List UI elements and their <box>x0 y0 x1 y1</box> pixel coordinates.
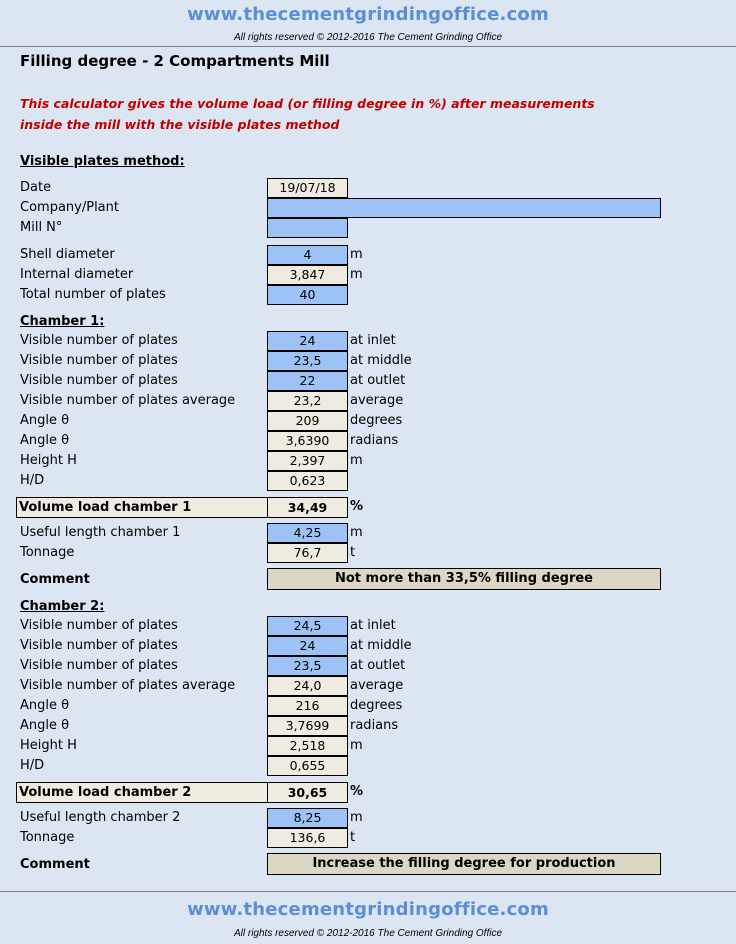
chamber1-volume-value: 34,49 <box>267 497 348 518</box>
footer-divider <box>0 891 736 892</box>
chamber1-row-label: H/D <box>20 473 45 488</box>
chamber2-row-unit: at outlet <box>350 658 406 673</box>
chamber1-height-value: 2,397 <box>267 451 348 471</box>
chamber1-row-label: Visible number of plates <box>20 333 178 348</box>
chamber1-row-label: Visible number of plates <box>20 373 178 388</box>
chamber1-comment-label: Comment <box>20 572 90 587</box>
page-title: Filling degree - 2 Compartments Mill <box>20 52 330 70</box>
chamber2-angle-degrees-value: 216 <box>267 696 348 716</box>
chamber1-row-label: Height H <box>20 453 77 468</box>
chamber2-row-label: Visible number of plates <box>20 658 178 673</box>
chamber2-tonnage-unit: t <box>350 830 356 845</box>
chamber2-length-label: Useful length chamber 2 <box>20 810 181 825</box>
company-label: Company/Plant <box>20 200 119 215</box>
chamber2-plates-outlet-input[interactable]: 23,5 <box>267 656 348 676</box>
chamber1-row-unit: m <box>350 453 363 468</box>
date-label: Date <box>20 180 52 195</box>
chamber1-length-label: Useful length chamber 1 <box>20 525 181 540</box>
chamber2-volume-unit: % <box>350 784 364 799</box>
chamber2-angle-radians-value: 3,7699 <box>267 716 348 736</box>
chamber2-row-label: H/D <box>20 758 45 773</box>
chamber1-row-unit: average <box>350 393 404 408</box>
chamber1-tonnage-label: Tonnage <box>20 545 75 560</box>
chamber2-plates-average-value: 24,0 <box>267 676 348 696</box>
shell-diameter-unit: m <box>350 247 363 262</box>
chamber2-row-unit: average <box>350 678 404 693</box>
chamber1-plates-middle-input[interactable]: 23,5 <box>267 351 348 371</box>
chamber1-length-unit: m <box>350 525 363 540</box>
chamber1-row-label: Visible number of plates average <box>20 393 236 408</box>
chamber1-row-unit: at middle <box>350 353 412 368</box>
chamber2-heading: Chamber 2: <box>20 599 105 614</box>
internal-diameter-value: 3,847 <box>267 265 348 285</box>
chamber2-row-unit: at inlet <box>350 618 396 633</box>
shell-diameter-label: Shell diameter <box>20 247 115 262</box>
chamber1-row-unit: at inlet <box>350 333 396 348</box>
shell-diameter-input[interactable]: 4 <box>267 245 348 265</box>
chamber1-hd-value: 0,623 <box>267 471 348 491</box>
description <box>20 93 595 135</box>
chamber1-tonnage-unit: t <box>350 545 356 560</box>
company-input[interactable] <box>267 198 661 218</box>
date-field[interactable]: 19/07/18 <box>267 178 348 198</box>
internal-diameter-label: Internal diameter <box>20 267 134 282</box>
chamber2-hd-value: 0,655 <box>267 756 348 776</box>
description-line-1: This calculator gives the volume load (or filling degree in %) after measurements <box>20 96 595 111</box>
chamber2-volume-value: 30,65 <box>267 782 348 803</box>
chamber1-row-label: Angle θ <box>20 433 70 448</box>
mill-input[interactable] <box>267 218 348 238</box>
chamber2-plates-middle-input[interactable]: 24 <box>267 636 348 656</box>
description-line-2: inside the mill with the visible plates method <box>20 117 340 132</box>
chamber2-volume-label: Volume load chamber 2 <box>16 782 345 803</box>
chamber2-comment-label: Comment <box>20 857 90 872</box>
chamber2-row-label: Visible number of plates <box>20 618 178 633</box>
chamber1-comment: Not more than 33,5% filling degree <box>267 568 661 590</box>
chamber2-plates-inlet-input[interactable]: 24,5 <box>267 616 348 636</box>
copyright: All rights reserved © 2012-2016 The Cement Grinding Office <box>233 32 503 43</box>
internal-diameter-unit: m <box>350 267 363 282</box>
chamber2-tonnage-label: Tonnage <box>20 830 75 845</box>
chamber1-row-unit: at outlet <box>350 373 406 388</box>
footer-site-url[interactable]: www.thecementgrindingoffice.com <box>187 899 549 920</box>
chamber1-plates-average-value: 23,2 <box>267 391 348 411</box>
total-plates-input[interactable]: 40 <box>267 285 348 305</box>
chamber1-volume-unit: % <box>350 499 364 514</box>
chamber1-length-input[interactable]: 4,25 <box>267 523 348 543</box>
chamber2-row-unit: degrees <box>350 698 403 713</box>
chamber1-row-unit: degrees <box>350 413 403 428</box>
chamber2-length-unit: m <box>350 810 363 825</box>
chamber1-row-label: Visible number of plates <box>20 353 178 368</box>
mill-label: Mill N° <box>20 220 63 235</box>
chamber1-angle-degrees-value: 209 <box>267 411 348 431</box>
chamber2-row-unit: radians <box>350 718 399 733</box>
chamber2-row-label: Visible number of plates average <box>20 678 236 693</box>
chamber2-comment: Increase the filling degree for production <box>267 853 661 875</box>
chamber1-row-unit: radians <box>350 433 399 448</box>
chamber2-tonnage-value: 136,6 <box>267 828 348 848</box>
chamber1-plates-outlet-input[interactable]: 22 <box>267 371 348 391</box>
chamber1-row-label: Angle θ <box>20 413 70 428</box>
chamber1-tonnage-value: 76,7 <box>267 543 348 563</box>
chamber2-height-value: 2,518 <box>267 736 348 756</box>
chamber2-row-label: Angle θ <box>20 698 70 713</box>
total-plates-label: Total number of plates <box>20 287 166 302</box>
chamber2-row-label: Angle θ <box>20 718 70 733</box>
chamber2-row-label: Height H <box>20 738 77 753</box>
chamber2-row-label: Visible number of plates <box>20 638 178 653</box>
chamber1-heading: Chamber 1: <box>20 314 105 329</box>
header-divider <box>0 46 736 47</box>
chamber2-row-unit: m <box>350 738 363 753</box>
chamber1-volume-label: Volume load chamber 1 <box>16 497 345 518</box>
site-url[interactable]: www.thecementgrindingoffice.com <box>187 4 549 25</box>
chamber2-length-input[interactable]: 8,25 <box>267 808 348 828</box>
chamber1-plates-inlet-input[interactable]: 24 <box>267 331 348 351</box>
chamber1-angle-radians-value: 3,6390 <box>267 431 348 451</box>
footer-copyright: All rights reserved © 2012-2016 The Cement Grinding Office <box>233 928 503 939</box>
method-heading: Visible plates method: <box>20 154 185 169</box>
chamber2-row-unit: at middle <box>350 638 412 653</box>
